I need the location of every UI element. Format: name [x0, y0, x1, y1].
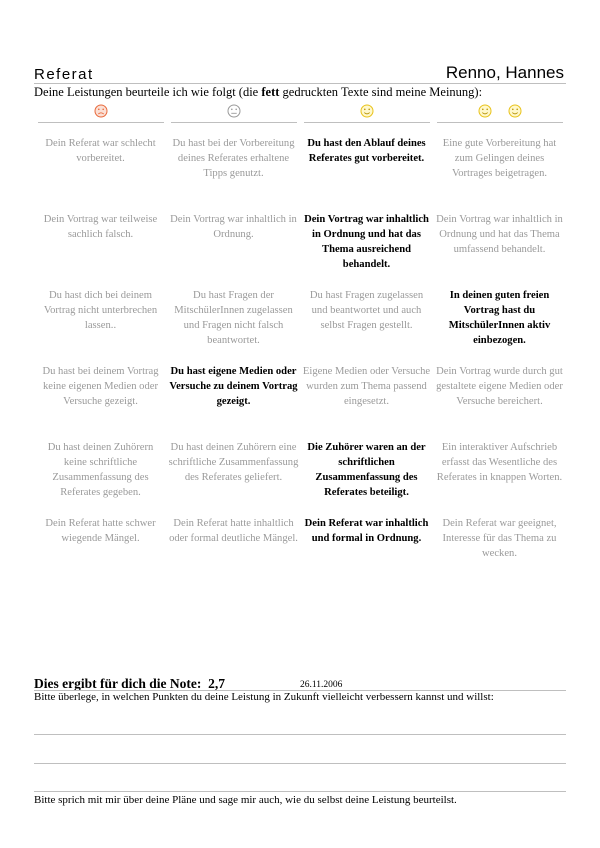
face-cell-4	[433, 101, 566, 121]
criterion-cell: Du hast bei deinem Vortrag keine eigenen Medien oder Versuche gezeigt.	[42, 366, 159, 407]
improve-prompt: Bitte überlege, in welchen Punkten du deine Leistung in Zukunft vielleicht verbessern kannst und willst:	[34, 691, 494, 703]
criterion-cell: Eigene Medien oder Versuche wurden zum Thema passend eingesetzt.	[302, 366, 431, 407]
writing-line	[34, 791, 566, 792]
criterion-cell: Dein Vortrag war inhaltlich in Ordnung und hat das Thema umfassend behandelt.	[436, 214, 563, 255]
rating-faces-row	[34, 101, 566, 121]
criterion-cell: Ein interaktiver Aufschrieb erfasst das Wesentliche des Referates in knappen Worten.	[436, 442, 563, 483]
grade-label: Dies ergibt für dich die Note:	[34, 676, 202, 691]
column-divider	[38, 122, 164, 123]
criterion-cell: Du hast deinen Zuhörern keine schriftliche Zusammenfassung des Referates gegeben.	[47, 442, 154, 498]
intro-bold: fett	[261, 85, 280, 99]
criterion-cell: Eine gute Vorbereitung hat zum Gelingen deines Vortrages beigetragen.	[442, 138, 557, 179]
criterion-cell: Dein Vortrag war inhaltlich in Ordnung und hat das Thema ausreichend behandelt.	[304, 214, 429, 270]
student-name: Renno, Hannes	[445, 63, 564, 82]
criterion-cell: Du hast Fragen zugelassen und beantwortet und auch selbst Fragen gestellt.	[309, 290, 424, 331]
criterion-cell: Dein Vortrag wurde durch gut gestaltete eigene Medien oder Versuche bereichert.	[436, 366, 563, 407]
sad-face-icon	[94, 104, 108, 118]
criterion-cell: Dein Vortrag war inhaltlich in Ordnung.	[170, 214, 297, 240]
face-cell-3	[300, 101, 433, 121]
criterion-cell: Die Zuhörer waren an der schriftlichen Zusammenfassung des Referates beteiligt.	[307, 442, 426, 498]
neutral-face-icon	[227, 104, 241, 118]
column-divider	[304, 122, 430, 123]
closing-text: Bitte sprich mit mir über deine Pläne und sage mir auch, wie du selbst deine Leistung beurteilst.	[34, 794, 457, 806]
criterion-cell: Dein Referat hatte schwer wiegende Mängel.	[45, 518, 156, 544]
intro-after: gedruckten Texte sind meine Meinung):	[279, 85, 483, 99]
criterion-cell: Dein Referat war geeignet, Interesse für das Thema zu wecken.	[442, 518, 557, 559]
criterion-cell: Du hast eigene Medien oder Versuche zu deinem Vortrag gezeigt.	[169, 366, 298, 407]
criterion-cell: Du hast den Ablauf deines Referates gut vorbereitet.	[307, 138, 426, 164]
writing-line	[34, 734, 566, 735]
criterion-cell: Du hast bei der Vorbereitung deines Referates erhaltene Tipps genutzt.	[172, 138, 295, 179]
criterion-cell: Du hast dich bei deinem Vortrag nicht unterbrechen lassen..	[43, 290, 158, 331]
grade-value: 2,7	[208, 676, 225, 691]
criterion-cell: Du hast Fragen der MitschülerInnen zugelassen und Fragen nicht falsch beantwortet.	[174, 290, 293, 346]
criterion-cell: In deinen guten freien Vortrag hast du MitschülerInnen aktiv einbezogen.	[448, 290, 551, 346]
criterion-cell: Dein Referat hatte inhaltlich oder formal deutliche Mängel.	[169, 518, 298, 544]
criterion-cell: Dein Vortrag war teilweise sachlich falsch.	[43, 214, 158, 240]
header-divider	[34, 83, 566, 84]
assessment-grid	[34, 136, 566, 592]
face-cell-2	[167, 101, 300, 121]
column-divider	[171, 122, 297, 123]
face-cell-1	[34, 101, 167, 121]
happy-face-icon	[360, 104, 374, 118]
happy-face-icon	[478, 104, 492, 118]
grade-date: 26.11.2006	[300, 680, 343, 690]
column-divider	[437, 122, 563, 123]
criterion-cell: Dein Referat war inhaltlich und formal in Ordnung.	[304, 518, 429, 544]
writing-line	[34, 763, 566, 764]
intro-before: Deine Leistungen beurteile ich wie folgt (die	[34, 85, 262, 99]
criterion-cell: Du hast deinen Zuhörern eine schriftliche Zusammenfassung des Referates geliefert.	[168, 442, 299, 483]
happy-face-icon	[508, 104, 522, 118]
intro-text	[34, 85, 482, 100]
criterion-cell: Dein Referat war schlecht vorbereitet.	[45, 138, 156, 164]
document-title: Referat	[34, 66, 94, 83]
